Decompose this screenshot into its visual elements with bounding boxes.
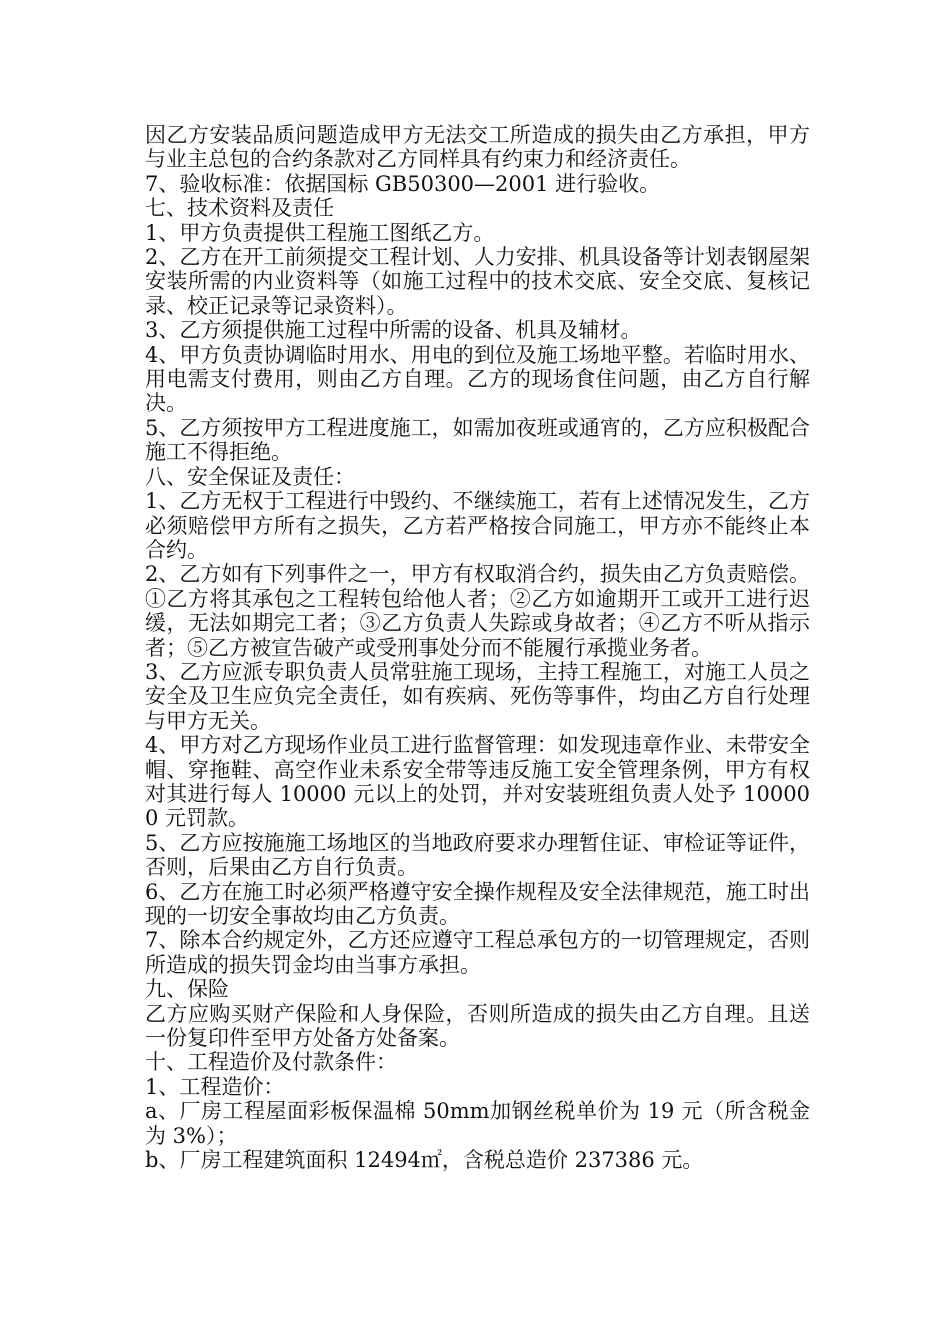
clause-total-price: b、厂房工程建筑面积 12494㎡，含税总造价 237386 元。 (145, 1148, 704, 1173)
clause-termination-events: 2、乙方如有下列事件之一，甲方有权取消合约，损失由乙方负责赔偿。①乙方将其承包之工程转包给他人者；②乙方如逾期开工或开工进行迟缓，无法如期完工者；③乙方负责人失踪或身故者；④乙方不听从指示者；⑤乙方被宣告破产或受刑事处分而不能履行承揽业务者。 (145, 562, 810, 660)
clause-no-breach: 1、乙方无权于工程进行中毁约、不继续施工，若有上述情况发生，乙方必须赔偿甲方所有之损失，乙方若严格按合同施工，甲方亦不能终止本合约。 (145, 489, 810, 562)
clause-unit-price: a、厂房工程屋面彩板保温棉 50mm加钢丝税单价为 19 元（所含税金为 3%）； (145, 1099, 810, 1148)
clause-project-price: 1、工程造价： (145, 1074, 285, 1099)
clause-permits: 5、乙方应按施施工场地区的当地政府要求办理暂住证、审检证等证件，否则，后果由乙方自行负责。 (145, 830, 810, 880)
section-heading-safety: 八、安全保证及责任： (145, 464, 355, 489)
clause-safety-penalties: 4、甲方对乙方现场作业员工进行监督管理：如发现违章作业、未带安全帽、穿拖鞋、高空作业未系安全带等违反施工安全管理条例，甲方有权对其进行每人 10000 元以上的处罚，并对安装班组负责人处予 100000 元罚款。 (145, 733, 810, 831)
section-heading-technical-documents: 七、技术资料及责任 (145, 196, 334, 221)
section-heading-price-payment: 十、工程造价及付款条件： (145, 1050, 397, 1075)
contract-page (145, 123, 810, 1172)
clause-general-contractor-rules: 7、除本合约规定外，乙方还应遵守工程总承包方的一切管理规定，否则所造成的损失罚金均由当事方承担。 (145, 928, 810, 977)
clause-acceptance-standard: 7、验收标准：依据国标 GB50300—2001 进行验收。 (145, 171, 661, 196)
clause-water-electricity: 4、甲方负责协调临时用水、用电的到位及施工场地平整。若临时用水、用电需支付费用，则由乙方自理。乙方的现场食住问题，由乙方自行解决。 (145, 342, 810, 416)
clause-plans-submission: 2、乙方在开工前须提交工程计划、人力安排、机具设备等计划表钢屋架安装所需的内业资料等（如施工过程中的技术交底、安全交底、复核记录、校正记录等记录资料）。 (145, 245, 810, 318)
clause-safety-regulations: 6、乙方在施工时必须严格遵守安全操作规程及安全法律规范，施工时出现的一切安全事故均由乙方负责。 (145, 879, 810, 928)
clause-insurance: 乙方应购买财产保险和人身保险，否则所造成的损失由乙方自理。且送一份复印件至甲方处备方处备案。 (145, 1001, 810, 1051)
section-heading-insurance: 九、保险 (145, 977, 229, 1002)
clause-drawings: 1、甲方负责提供工程施工图纸乙方。 (145, 220, 495, 245)
paragraph-liability-continuation: 因乙方安装品质问题造成甲方无法交工所造成的损失由乙方承担，甲方与业主总包的合约条款对乙方同样具有约束力和经济责任。 (145, 123, 810, 172)
clause-equipment: 3、乙方须提供施工过程中所需的设备、机具及辅材。 (145, 318, 642, 343)
clause-schedule: 5、乙方须按甲方工程进度施工，如需加夜班或通宵的，乙方应积极配合施工不得拒绝。 (145, 415, 810, 465)
clause-site-supervisor: 3、乙方应派专职负责人员常驻施工现场，主持工程施工，对施工人员之安全及卫生应负完全责任，如有疾病、死伤等事件，均由乙方自行处理与甲方无关。 (145, 659, 810, 733)
